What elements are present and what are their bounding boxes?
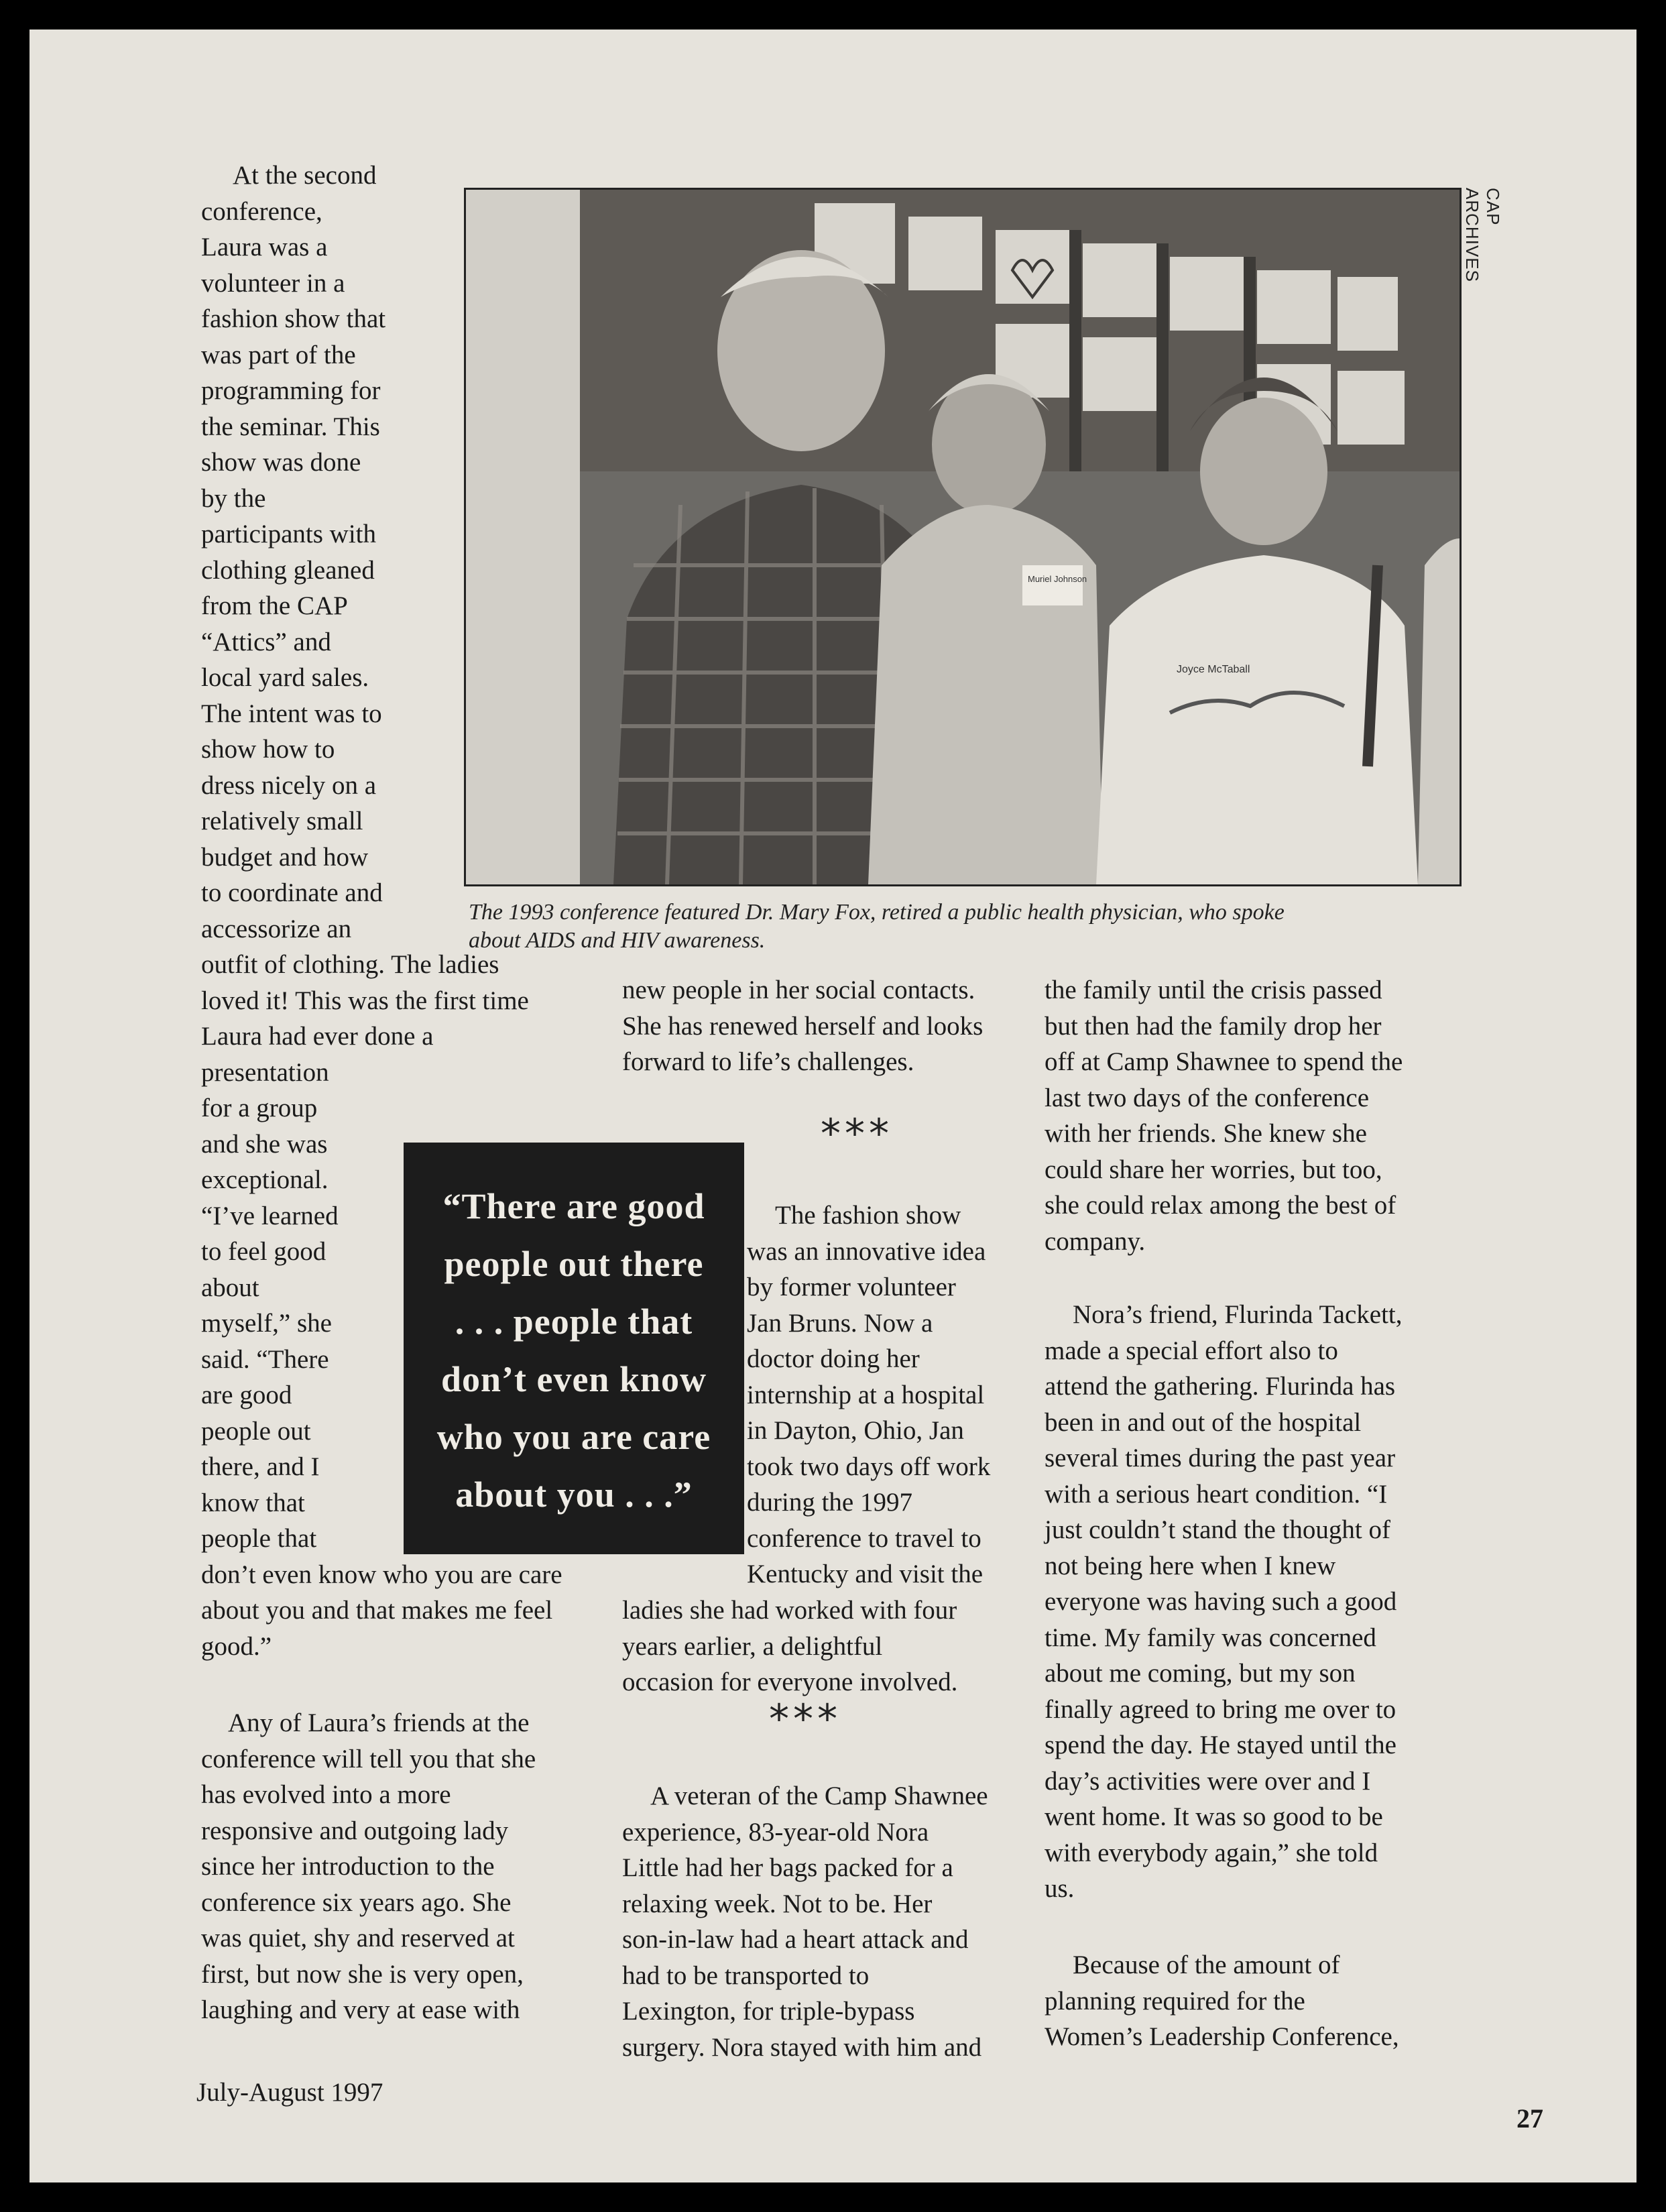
text-line: was quiet, shy and reserved at <box>201 1924 515 1953</box>
conference-photo <box>464 188 1462 886</box>
text-line: accessorize an <box>201 914 352 943</box>
pull-quote-line: . . . people that <box>455 1301 693 1342</box>
text-line: last two days of the conference <box>1045 1083 1370 1112</box>
text-line: Women’s Leadership Conference, <box>1045 2022 1399 2051</box>
text-line: with everybody again,” she told <box>1045 1838 1378 1867</box>
section-separator: *** <box>769 1696 841 1743</box>
text-line: by former volunteer <box>747 1273 956 1301</box>
pull-quote-line: people out there <box>444 1244 704 1284</box>
text-line: don’t even know who you are care <box>201 1560 562 1589</box>
text-line: ladies she had worked with four <box>622 1596 957 1625</box>
issue-date: July-August 1997 <box>196 2078 383 2107</box>
text-line: about <box>201 1273 259 1302</box>
text-line: She has renewed herself and looks <box>622 1011 984 1041</box>
text-line: doctor doing her <box>747 1344 920 1373</box>
text-line: presentation <box>201 1057 329 1087</box>
text-line: planning required for the <box>1045 1986 1305 2016</box>
text-line: for a group <box>201 1094 318 1122</box>
text-line: the seminar. This <box>201 412 380 441</box>
photo-caption <box>469 898 1461 955</box>
pull-quote <box>404 1143 744 1554</box>
text-line: The intent was to <box>201 699 382 728</box>
text-line: know that <box>201 1488 305 1517</box>
text-line: programming for <box>201 376 381 405</box>
text-line: people that <box>201 1524 317 1553</box>
text-line: Kentucky and visit the <box>747 1560 984 1588</box>
text-line: relatively small <box>201 807 363 835</box>
conference-photo-image <box>466 190 1460 884</box>
text-line: fashion show that <box>201 304 386 333</box>
text-line: A veteran of the Camp Shawnee <box>650 1782 988 1810</box>
text-line: At the second <box>233 161 377 190</box>
caption-line: about AIDS and HIV awareness. <box>469 928 766 953</box>
text-line: to coordinate and <box>201 878 383 907</box>
text-line: years earlier, a delightful <box>622 1631 883 1661</box>
text-line: time. My family was concerned <box>1045 1623 1376 1652</box>
text-line: day’s activities were over and I <box>1045 1766 1371 1796</box>
text-line: about me coming, but my son <box>1045 1659 1356 1688</box>
text-line: exceptional. <box>201 1165 329 1194</box>
text-line: to feel good <box>201 1237 326 1266</box>
text-line: been in and out of the hospital <box>1045 1407 1362 1437</box>
text-line: volunteer in a <box>201 268 345 298</box>
pull-quote-line: about you . . .” <box>455 1474 693 1515</box>
column-2-intro <box>622 972 983 1080</box>
text-line: Any of Laura’s friends at the <box>228 1708 530 1737</box>
text-line: good.” <box>201 1631 272 1661</box>
text-line: Laura was a <box>201 233 328 261</box>
text-line: people out <box>201 1416 311 1446</box>
text-line: finally agreed to bring me over to <box>1045 1694 1396 1724</box>
text-line: loved it! This was the first time <box>201 986 529 1015</box>
text-line: Nora’s friend, Flurinda Tackett, <box>1073 1300 1403 1329</box>
text-line: myself,” she <box>201 1309 332 1338</box>
text-line: forward to life’s challenges. <box>622 1047 914 1076</box>
text-line: dress nicely on a <box>201 770 377 800</box>
section-separator: *** <box>821 1110 893 1157</box>
text-line: outfit of clothing. The ladies <box>201 950 499 979</box>
text-line: could share her worries, but too, <box>1045 1155 1382 1184</box>
column-3-paragraph-1 <box>1045 972 1403 1259</box>
page-number: 27 <box>1516 2103 1543 2134</box>
text-line: about you and that makes me feel <box>201 1596 553 1625</box>
text-line: the family until the crisis passed <box>1045 976 1382 1004</box>
text-line: occasion for everyone involved. <box>622 1668 958 1696</box>
text-line: participants with <box>201 520 377 548</box>
name-tag-2: Joyce McTaball <box>1177 664 1250 675</box>
text-line: company. <box>1045 1226 1146 1256</box>
text-line: conference to travel to <box>747 1523 981 1553</box>
text-line: since her introduction to the <box>201 1852 495 1881</box>
text-line: with her friends. She knew she <box>1045 1119 1367 1148</box>
text-line: Because of the amount of <box>1073 1951 1340 1979</box>
text-line: internship at a hospital <box>747 1380 985 1409</box>
text-line: budget and how <box>201 842 369 872</box>
text-line: went home. It was so good to be <box>1045 1802 1383 1831</box>
text-line: and she was <box>201 1129 328 1159</box>
column-2-fashion-show-end <box>622 1592 957 1700</box>
text-line: surgery. Nora stayed with him and <box>622 2032 982 2062</box>
text-line: local yard sales. <box>201 663 369 692</box>
text-line: by the <box>201 483 266 513</box>
text-line: was part of the <box>201 340 356 369</box>
magazine-page <box>29 30 1637 2182</box>
text-line: was an innovative idea <box>747 1236 986 1266</box>
caption-line: The 1993 conference featured Dr. Mary Fox, retired a public health physician, who spoke <box>469 900 1285 925</box>
text-line: off at Camp Shawnee to spend the <box>1045 1047 1403 1076</box>
text-line: had to be transported to <box>622 1961 870 1990</box>
text-line: show was done <box>201 448 361 477</box>
text-line: there, and I <box>201 1452 320 1481</box>
text-line: has evolved into a more <box>201 1780 451 1809</box>
photo-credit: CAP ARCHIVES <box>1462 188 1503 282</box>
text-line: son-in-law had a heart attack and <box>622 1925 969 1954</box>
text-line: us. <box>1045 1874 1075 1903</box>
text-line: during the 1997 <box>747 1488 912 1517</box>
text-line: Lexington, for triple-bypass <box>622 1997 915 2026</box>
column-1-paragraph-2 <box>201 1705 536 2028</box>
text-line: clothing gleaned <box>201 555 375 585</box>
pull-quote-line: don’t even know <box>440 1359 707 1399</box>
text-line: conference will tell you that she <box>201 1744 536 1773</box>
column-2-fashion-show <box>747 1198 990 1592</box>
text-line: in Dayton, Ohio, Jan <box>747 1416 964 1445</box>
pull-quote-line: “There are good <box>442 1186 705 1226</box>
text-line: she could relax among the best of <box>1045 1191 1396 1220</box>
text-line: but then had the family drop her <box>1045 1011 1382 1041</box>
text-line: conference six years ago. She <box>201 1887 512 1917</box>
text-line: new people in her social contacts. <box>622 976 975 1004</box>
column-3-paragraph-2 <box>1045 1297 1403 1907</box>
text-line: responsive and outgoing lady <box>201 1816 509 1845</box>
text-line: everyone was having such a good <box>1045 1587 1397 1616</box>
text-line: attend the gathering. Flurinda has <box>1045 1372 1396 1401</box>
name-tag-1: Muriel Johnson <box>1028 574 1087 584</box>
column-2-nora <box>622 1778 988 2065</box>
text-line: conference, <box>201 196 322 226</box>
text-line: laughing and very at ease with <box>201 1995 520 2024</box>
text-line: Jan Bruns. Now a <box>747 1308 933 1338</box>
text-line: took two days off work <box>747 1452 991 1481</box>
text-line: first, but now she is very open, <box>201 1959 524 1989</box>
text-line: several times during the past year <box>1045 1444 1396 1472</box>
pull-quote-line: who you are care <box>436 1417 711 1457</box>
text-line: just couldn’t stand the thought of <box>1045 1515 1390 1544</box>
column-3-paragraph-3 <box>1045 1947 1399 2055</box>
text-line: from the CAP <box>201 591 348 620</box>
text-line: “Attics” and <box>201 627 331 656</box>
text-line: not being here when I knew <box>1045 1551 1336 1580</box>
text-line: experience, 83-year-old Nora <box>622 1817 929 1847</box>
text-line: Laura had ever done a <box>201 1022 434 1051</box>
text-line: said. “There <box>201 1344 329 1374</box>
text-line: with a serious heart condition. “I <box>1045 1479 1388 1509</box>
text-line: The fashion show <box>775 1201 961 1230</box>
text-line: relaxing week. Not to be. Her <box>622 1889 933 1918</box>
text-line: spend the day. He stayed until the <box>1045 1731 1396 1759</box>
text-line: are good <box>201 1381 292 1409</box>
text-line: Little had her bags packed for a <box>622 1853 953 1882</box>
text-line: “I’ve learned <box>201 1201 339 1230</box>
text-line: made a special effort also to <box>1045 1336 1338 1365</box>
text-line: show how to <box>201 735 335 764</box>
